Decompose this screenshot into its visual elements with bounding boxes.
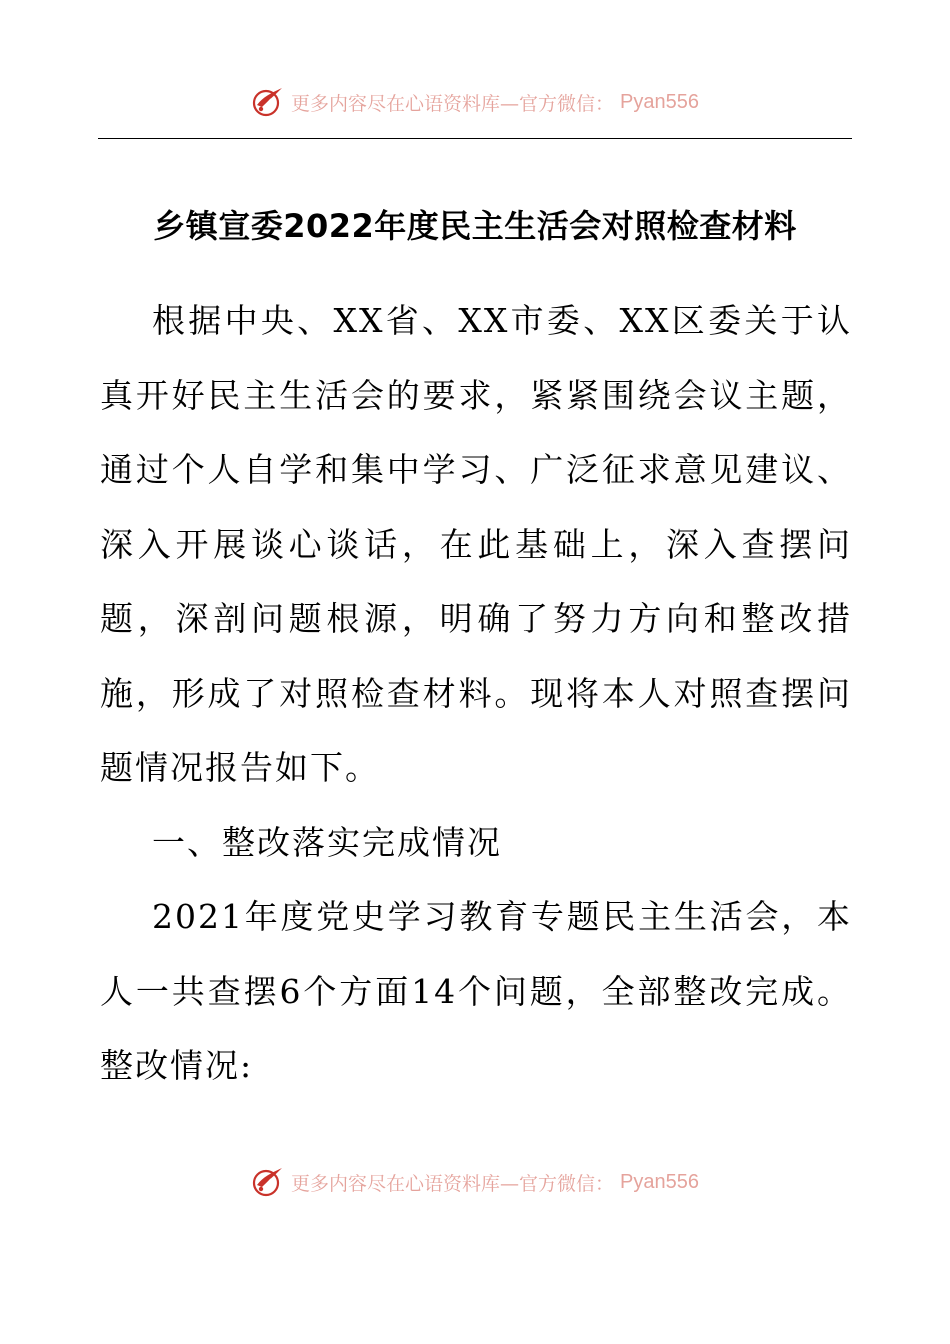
intro-paragraph: 根据中央、XX省、XX市委、XX区委关于认真开好民主生活会的要求，紧紧围绕会议主题，通过个人自学和集中学习、广泛征求意见建议、深入开展谈心谈话，在此基础上，深入查摆问题，深剖问题根源，明确了努力方向和整改措施，形成了对照检查材料。现将本人对照查摆问题情况报告如下。 [100,301,852,787]
footer-watermark [0,1162,950,1202]
header-divider [98,138,852,139]
document-title: 乡镇宣委2022年度民主生活会对照检查材料 [153,207,797,245]
header-watermark [0,82,950,122]
quill-logo-icon [251,85,285,119]
section-paragraph: 2021年度党史学习教育专题民主生活会，本人一共查摆6个方面14个问题，全部整改完成。整改情况: [100,897,852,1085]
document-body [100,284,852,1104]
section-heading: 一、整改落实完成情况 [152,822,502,862]
watermark-wechat-id: Pyan556 [620,90,699,113]
watermark-text: 更多内容尽在心语资料库—官方微信： [291,92,615,115]
quill-logo-icon [251,1165,285,1199]
watermark-wechat-id: Pyan556 [620,1170,699,1193]
watermark-text: 更多内容尽在心语资料库—官方微信： [291,1172,615,1195]
